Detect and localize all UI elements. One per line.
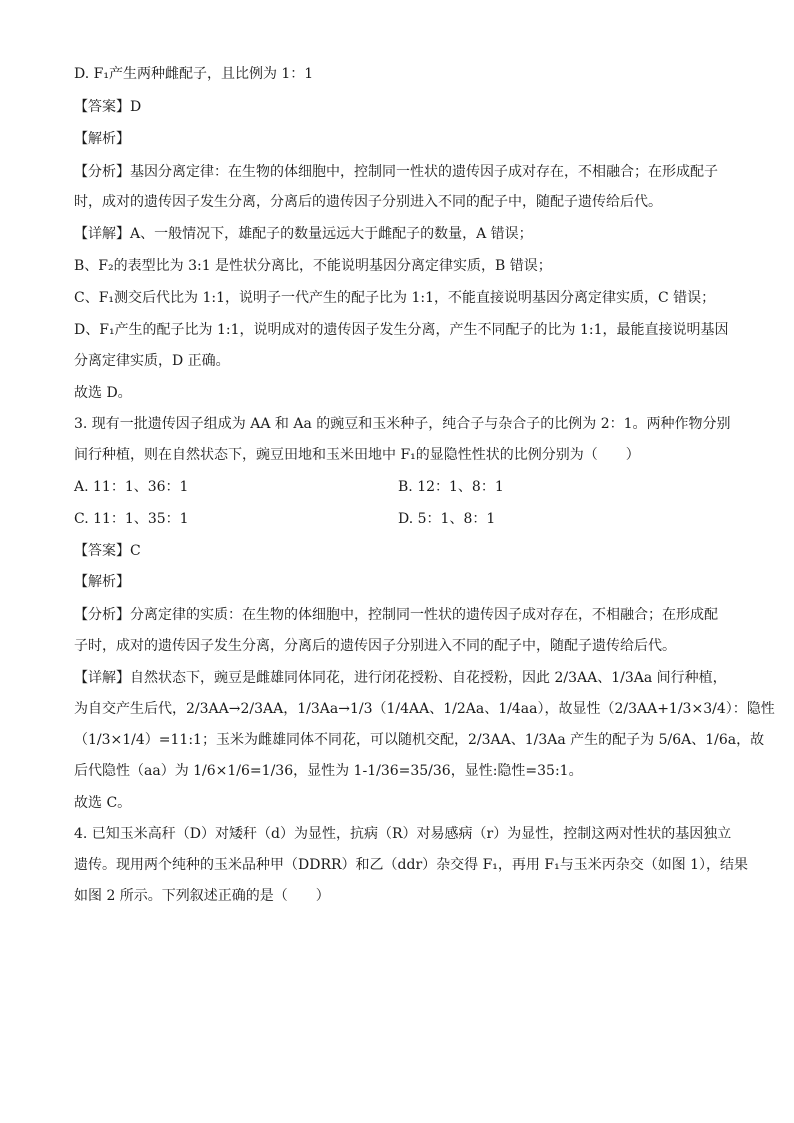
question-4-cont1: 遗传。现用两个纯种的玉米品种甲（DDRR）和乙（ddr）杂交得 F₁，再用 F₁与玉米丙杂交（如图 1），结果	[74, 857, 749, 873]
analysis-text-3: 【分析】分离定律的实质：在生物的体细胞中，控制同一性状的遗传因子成对存在，不相融合；在形成配	[74, 607, 718, 623]
analysis-label-3: 【解析】	[74, 574, 130, 590]
question-4: 4. 已知玉米高秆（D）对矮秆（d）为显性，抗病（R）对易感病（r）为显性，控制这两对性状的基因独立	[74, 826, 732, 842]
analysis-label: 【解析】	[74, 131, 130, 147]
option-b: B. 12：1、8：1	[398, 479, 504, 495]
option-d: D. 5：1、8：1	[398, 511, 496, 527]
option-a: A. 11：1、36：1	[74, 479, 189, 495]
detail-c: C、F₁测交后代比为 1:1，说明子一代产生的配子比为 1:1，不能直接说明基因分离定律实质，C 错误；	[74, 290, 716, 306]
option-c: C. 11：1、35：1	[74, 511, 189, 527]
detail-3-cont2: （1/3×1/4）=11:1；玉米为雌雄同体不同花，可以随机交配，2/3AA、1/3Aa 产生的配子为 5/6A、1/6a，故	[74, 732, 765, 748]
detail-3: 【详解】自然状态下，豌豆是雌雄同体同花，进行闭花授粉、自花授粉，因此 2/3AA、1/3Aa 间行种植，	[74, 670, 727, 686]
analysis-text-3-cont: 子时，成对的遗传因子发生分离，分离后的遗传因子分别进入不同的配子中，随配子遗传给后代。	[74, 638, 676, 654]
detail-b: B、F₂的表型比为 3:1 是性状分离比，不能说明基因分离定律实质，B 错误；	[74, 258, 552, 274]
detail-d-cont: 分离定律实质，D 正确。	[74, 353, 230, 369]
option-d-prev: D. F₁产生两种雌配子，且比例为 1：1	[74, 66, 314, 82]
analysis-text: 【分析】基因分离定律：在生物的体细胞中，控制同一性状的遗传因子成对存在，不相融合；在形成配子	[74, 164, 718, 180]
question-4-cont2: 如图 2 所示。下列叙述正确的是（ ）	[74, 888, 330, 904]
detail-3-cont3: 后代隐性（aa）为 1/6×1/6=1/36，显性为 1-1/36=35/36，显性:隐性=35:1。	[74, 763, 583, 779]
choose-c: 故选 C。	[74, 795, 132, 811]
detail-d: D、F₁产生的配子比为 1:1，说明成对的遗传因子发生分离，产生不同配子的比为 1:1，最能直接说明基因	[74, 322, 729, 338]
answer-label: 【答案】D	[74, 99, 142, 115]
question-3-cont: 间行种植，则在自然状态下，豌豆田地和玉米田地中 F₁的显隐性性状的比例分别为（ ）	[74, 447, 640, 463]
detail-a: 【详解】A、一般情况下，雄配子的数量远远大于雌配子的数量，A 错误；	[74, 226, 533, 242]
detail-3-cont1: 为自交产生后代，2/3AA→2/3AA，1/3Aa→1/3（1/4AA、1/2Aa、1/4aa），故显性（2/3AA+1/3×3/4）：隐性	[74, 701, 775, 717]
analysis-text-cont: 时，成对的遗传因子发生分离，分离后的遗传因子分别进入不同的配子中，随配子遗传给后代。	[74, 194, 662, 210]
answer-label-3: 【答案】C	[74, 543, 141, 559]
choose-d: 故选 D。	[74, 385, 132, 401]
question-3: 3. 现有一批遗传因子组成为 AA 和 Aa 的豌豆和玉米种子，纯合子与杂合子的比例为 2：1。两种作物分别	[74, 416, 731, 432]
